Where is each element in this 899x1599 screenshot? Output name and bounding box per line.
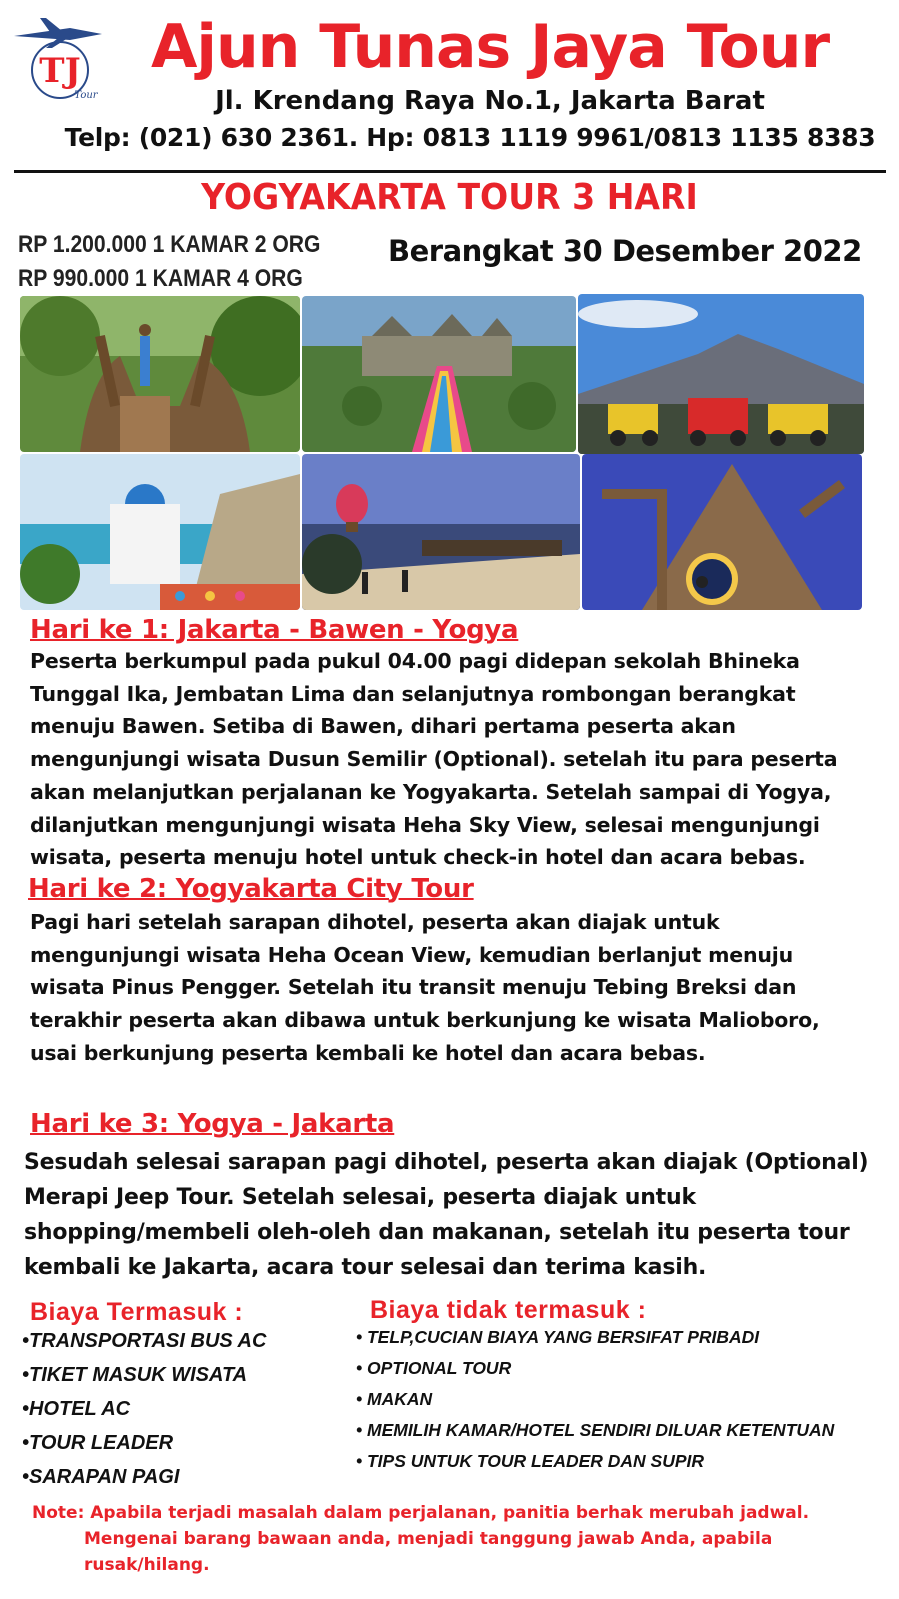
included-title: Biaya Termasuk :: [30, 1298, 244, 1326]
tour-title: YOGYAKARTA TOUR 3 HARI: [201, 177, 698, 218]
day-3-title: Hari ke 3: Yogya - Jakarta: [30, 1109, 395, 1139]
brand-title: Ajun Tunas Jaya Tour: [150, 12, 830, 82]
note-line-2: Mengenai barang bawaan anda, menjadi tanggung jawab Anda, apabila rusak/hilang.: [84, 1529, 773, 1575]
day-3-text: Sesudah selesai sarapan pagi dihotel, peserta akan diajak (Optional) Merapi Jeep Tour. Setelah selesai, peserta diajak untuk shopping/membeli oleh-oleh dan makanan, setelah itu peserta tour kembali ke Jakarta, acara tour selesai dan terima kasih.: [24, 1150, 869, 1280]
photo-sky-view-balloon: [302, 454, 580, 610]
day-1-title: Hari ke 1: Jakarta - Bawen - Yogya: [30, 615, 519, 645]
excluded-title: Biaya tidak termasuk :: [370, 1296, 647, 1324]
included-item: •TOUR LEADER: [22, 1432, 174, 1454]
included-list: [22, 1324, 342, 1494]
excluded-item: • TELP,CUCIAN BIAYA YANG BERSIFAT PRIBADI: [356, 1327, 760, 1347]
price-double: RP 1.200.000 1 KAMAR 2 ORG: [18, 231, 321, 258]
photo-nest-night: [582, 454, 862, 610]
excluded-item: • OPTIONAL TOUR: [356, 1358, 512, 1378]
excluded-item: • TIPS UNTUK TOUR LEADER DAN SUPIR: [356, 1451, 705, 1471]
company-address: Jl. Krendang Raya No.1, Jakarta Barat: [215, 86, 765, 116]
included-item: •TRANSPORTASI BUS AC: [22, 1330, 267, 1352]
photo-nest-viewpoint: [20, 296, 300, 452]
header-divider: [14, 170, 886, 173]
note-line-1: Note: Apabila terjadi masalah dalam perjalanan, panitia berhak merubah jadwal.: [32, 1503, 810, 1523]
company-logo: [10, 14, 110, 104]
excluded-item: • MAKAN: [356, 1389, 433, 1409]
included-item: •SARAPAN PAGI: [22, 1466, 180, 1488]
day-1-text: Peserta berkumpul pada pukul 04.00 pagi didepan sekolah Bhineka Tunggal Ika, Jembatan Lima dan selanjutnya rombongan berangkat menuju Bawen. Setiba di Bawen, dihari pertama peserta akan mengunjungi wisata Dusun Semilir (Optional). setelah itu para peserta akan melanjutkan perjalanan ke Yogyakarta. Setelah sampai di Yogya, dilanjutkan mengunjungi wisata Heha Sky View, selesai mengunjungi wisata, peserta menuju hotel untuk check-in hotel dan acara bebas.: [30, 649, 838, 870]
svg-text:TJ: TJ: [39, 51, 81, 91]
included-item: •TIKET MASUK WISATA: [22, 1364, 248, 1386]
svg-text:Tour: Tour: [74, 90, 98, 101]
price-quad: RP 990.000 1 KAMAR 4 ORG: [18, 265, 303, 292]
day-2-text: Pagi hari setelah sarapan dihotel, peserta akan diajak untuk mengunjungi wisata Heha Ocean View, kemudian berlanjut menuju wisata Pinus Pengger. Setelah itu transit menuju Tebing Breksi dan terakhir peserta akan dibawa untuk berkunjung ke wisata Malioboro, usai berkunjung peserta kembali ke hotel dan acara bebas.: [30, 910, 820, 1065]
photo-rainbow-slide: [302, 296, 576, 452]
excluded-item: • MEMILIH KAMAR/HOTEL SENDIRI DILUAR KETENTUAN: [356, 1420, 835, 1440]
included-item: •HOTEL AC: [22, 1398, 131, 1420]
photo-merapi-jeep: [578, 294, 864, 454]
photo-ocean-view: [20, 454, 300, 610]
departure-date: Berangkat 30 Desember 2022: [388, 234, 862, 268]
day-2-title: Hari ke 2: Yogyakarta City Tour: [28, 874, 474, 904]
company-phone: Telp: (021) 630 2361. Hp: 0813 1119 9961/0813 1135 8383: [64, 123, 876, 152]
excluded-list: [356, 1322, 876, 1477]
